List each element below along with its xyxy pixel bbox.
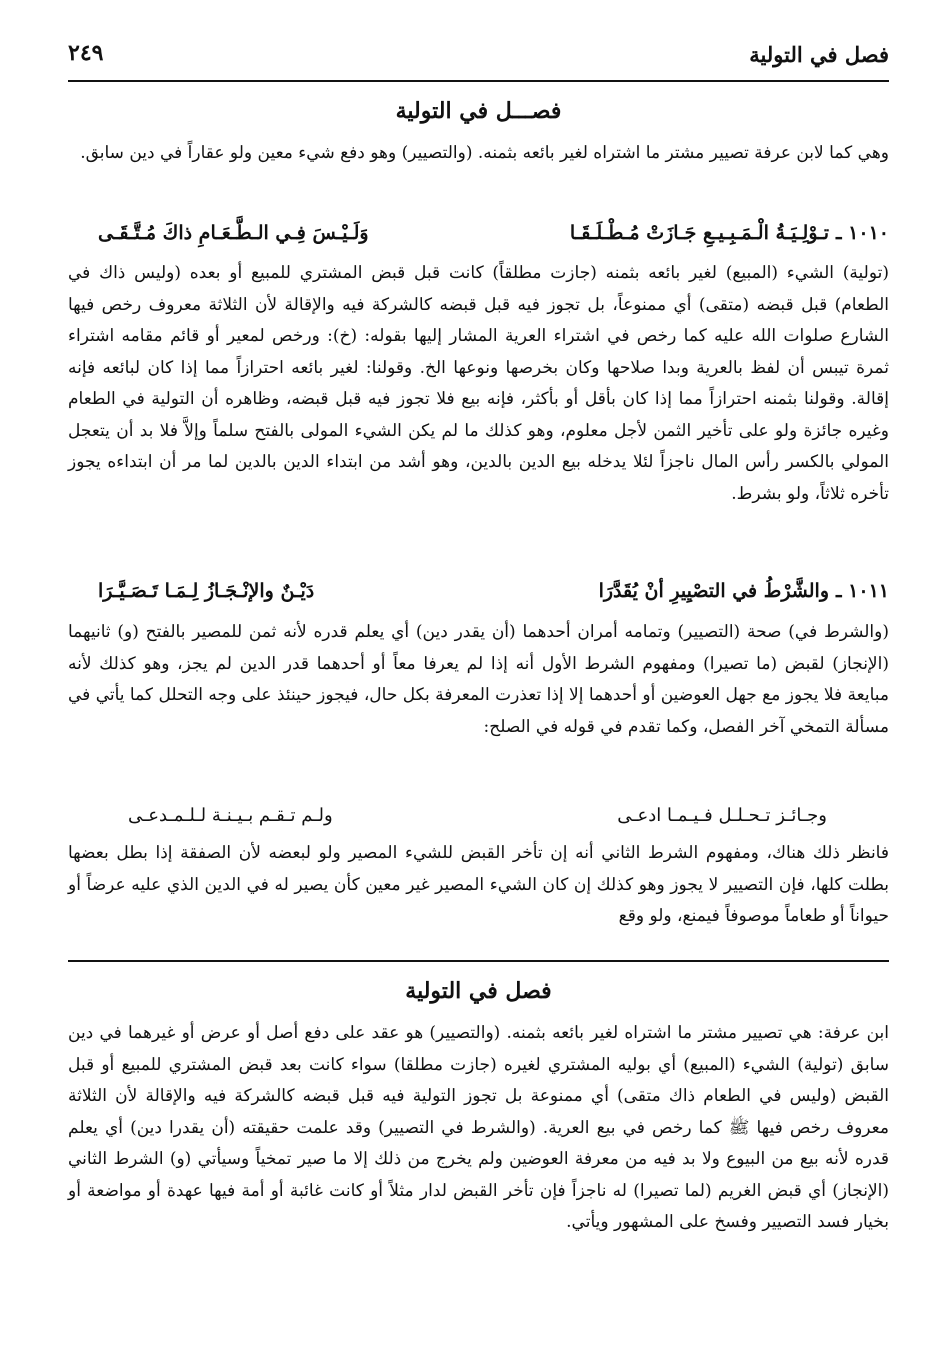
verse-number: ١٠١٠ ـ xyxy=(835,222,889,244)
couplet-second-hemistich: ولـم تـقـم بـيـنـة لـلـمـدعـى xyxy=(128,805,333,826)
couplet-first-hemistich: وجـائـز تـحـلـل فـيـمـا ادعـى xyxy=(617,805,827,826)
verse-second-hemistich: وَلَـيْـسَ فِـي الـطَّـعَـامِ ذاكَ مُـتَّـقَـى xyxy=(98,222,369,244)
verse-1010 xyxy=(68,222,889,256)
verse-1011 xyxy=(68,580,889,614)
verse-first-hemistich: تـوْلِـيَـةُ الْـمَـبِـيـعِ جَـازَتْ مُـطْـلَـقَـا xyxy=(569,222,829,244)
section-title: فصـــل في التولية xyxy=(395,98,562,124)
verse-number: ١٠١١ ـ xyxy=(835,580,889,602)
verse-first-hemistich: والشَّرْطُ في التصْيِيرِ أنْ يُقَدَّرَا xyxy=(598,580,829,602)
footnote-title: فصل في التولية xyxy=(405,978,552,1004)
footnote-text: ابن عرفة: هي تصيير مشتر ما اشتراه لغير بائعه بثمنه. (والتصيير) هو عقد على دفع أصل أو عرض أو غيرهما في دين سابق (تولية) الشيء (المبيع) أي بوليه المشتري لغيره (جازت مطلقا) سواء كانت بعد قبض المشتري للمبيع أو قبل القبض (وليس في الطعام ذاك متقى) أي ممنوعة بل تجوز التولية فيه قبل قبضه كالشركة فيه والإقالة لأن الثلاثة معروف رخص فيها ﷺ كما رخص في بيع العرية. (والشرط في التصيير) وقد علمت حقيقته (أن يقدرا دين) أي يعلم قدره لأنه بيع من البيوع ولا بد فيه من معرفة العوضين ولم يخرج من ذلك إلا ما صير تمخياً وسيأتي (و) الشرط الثاني (الإنجاز) أي قبض الغريم (لما تصيرا) له ناجزاً فإن تأخر القبض لدار مثلاً أو كانت غائبة أو أمة فيها عهدة أو مواضعة أو بخيار فسد التصيير وفسخ على المشهور ويأتي. xyxy=(68,1023,889,1232)
quoted-couplet xyxy=(68,805,889,835)
commentary-continuation: فانظر ذلك هناك، ومفهوم الشرط الثاني أنه إن تأخر القبض للشيء المصير ولو لبعضه لأن الصفقة إذا بطل بعضها بطلت كلها، فإن التصيير لا يجوز وهو كذلك إن كان الشيء المصير غير معين كأن يصير له في الدين الذي عليه عرضاً أو حيواناً أو طعاماً موصوفاً فيمنع، ولو وقع xyxy=(68,843,889,926)
verse-second-hemistich: دَيْـنٌ والإنْـجَـازُ لِـمَـا تَـصَـيَّـرَا xyxy=(98,580,315,602)
footnote-divider xyxy=(68,960,889,962)
intro-paragraph: وهي كما لابن عرفة تصيير مشتر ما اشتراه لغير بائعه بثمنه. (والتصيير) وهو دفع شيء معين ولو عقاراً في دين سابق. xyxy=(80,143,889,163)
page-number: ٢٤٩ xyxy=(68,40,104,66)
running-title: فصل في التولية xyxy=(749,42,889,67)
commentary-1010: (تولية) الشيء (المبيع) لغير بائعه بثمنه (جازت مطلقاً) كانت قبل قبض المشتري للمبيع أو بعده (وليس ذاك في الطعام) قبل قبضه (متقى) أي ممنوعاً، بل تجوز فيه قبل قبضه كالشركة فيه والإقالة لأن الثلاثة معروف رخص فيها الشارع صلوات الله عليه كما رخص في اشتراء العرية المشار إليها بقوله: (خ): ورخص لمعير أو قائم مقامه اشتراء ثمرة تيبس أن لفظ بالعرية وبدا صلاحها وكان بخرصها ونوعها الخ. وقولنا: لغير بائعه احترازاً مما إذا كان لبائعه فإنه إقالة. وقولنا بثمنه احترازاً مما إذا كان بأقل أو بأكثر، فإنه بيع فلا تجوز فيه قبل قبضه، وظاهره أن التولية في الطعام وغيره جائزة ولو على تأخير الثمن لأجل معلوم، وهو كذلك ما لم يكن الشيء المولى بالفتح سلماً وإلاَّ فلا بد أن يتعجل المولي بالكسر رأس المال ناجزاً لئلا يدخله بيع الدين بالدين، وهو أشد من ابتداء الدين بالدين لما مر أن ابتداءه يجوز تأخره ثلاثاً، ولو بشرط. xyxy=(68,263,889,504)
commentary-1011: (والشرط في) صحة (التصيير) وتمامه أمران أحدهما (أن يقدر دين) أي يعلم قدره لأنه ثمن للمصير بالفتح (و) ثانيهما (الإنجاز) لقبض (ما تصيرا) ومفهوم الشرط الأول أنه إذا لم يعرفا معاً أو أحدهما قدر الدين لم يجز، وهو كذلك لأنه مبايعة فلا يجوز مع جهل العوضين أو أحدهما إلا إذا تعذرت المعرفة بكل حال، فيجوز حينئذ على وجه التحلل كما يأتي في مسألة التمخي آخر الفصل، وكما تقدم في قوله في الصلح: xyxy=(68,622,889,737)
page-header xyxy=(68,28,889,82)
